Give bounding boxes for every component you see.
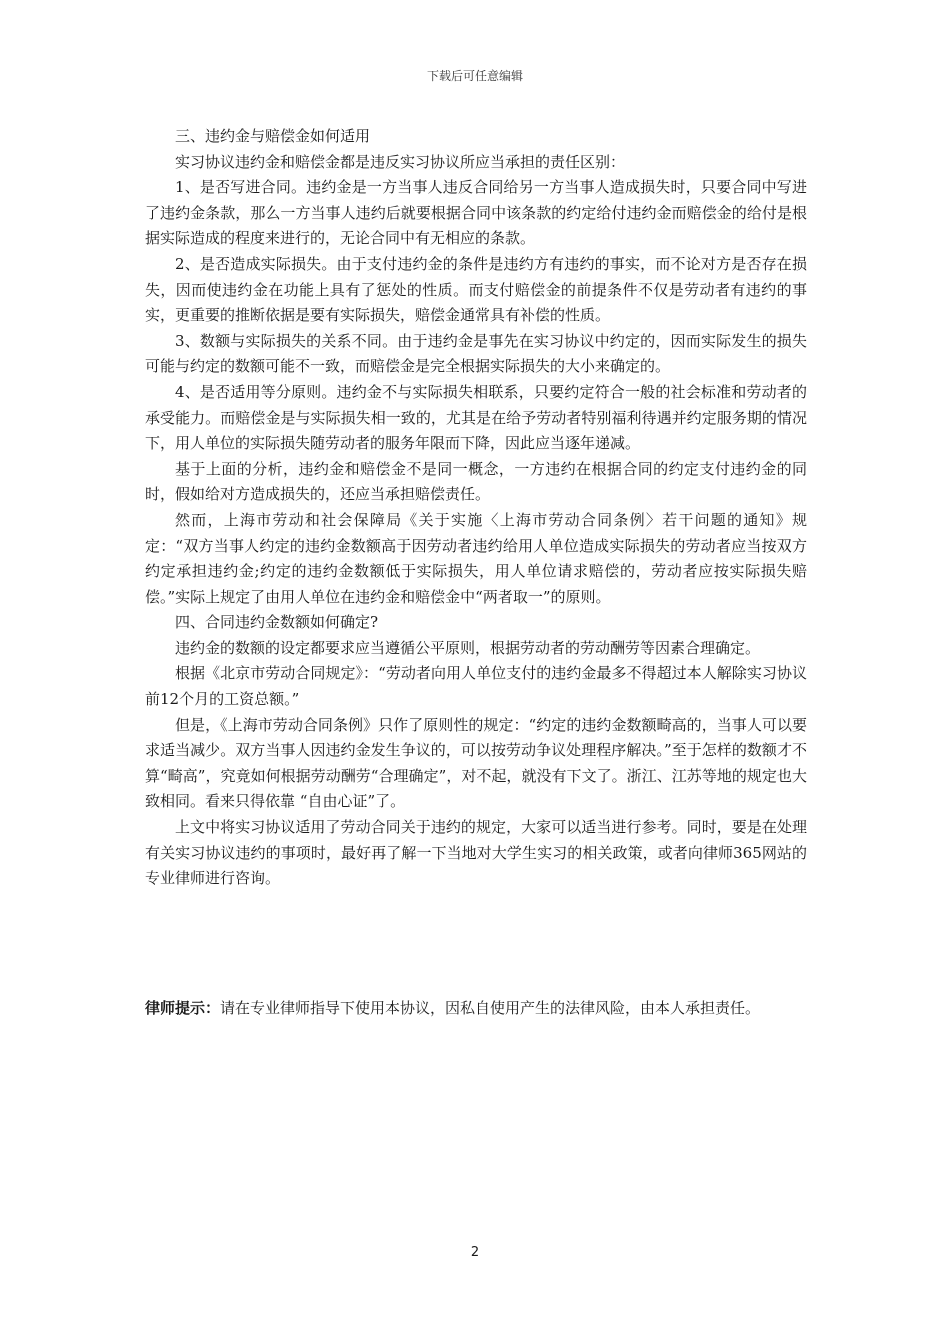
paragraph-point-4: 4、是否适用等分原则。违约金不与实际损失相联系，只要约定符合一般的社会标准和劳动者的承受能力。而赔偿金是与实际损失相一致的，尤其是在给予劳动者特别福利待遇并约定服务期的情况下，用人单位的实际损失随劳动者的服务年限而下降，因此应当逐年递减。: [145, 382, 807, 453]
lawyer-tip-label: 律师提示：: [145, 999, 221, 1017]
paragraph-shanghai-notice: 然而，上海市劳动和社会保障局《关于实施〈上海市劳动合同条例〉若干问题的通知》规定：“双方当事人约定的违约金数额高于因劳动者违约给用人单位造成实际损失的劳动者应当按双方约定承担违约金;约定的违约金数额低于实际损失，用人单位请求赔偿的，劳动者应按实际损失赔偿。”实际上规定了由用人单位在违约金和赔偿金中“两者取一”的原则。: [145, 510, 807, 606]
lawyer-tip: [145, 996, 807, 1022]
paragraph-fairness: 违约金的数额的设定都要求应当遵循公平原则，根据劳动者的劳动酬劳等因素合理确定。: [175, 638, 761, 657]
paragraph-analysis: 基于上面的分析，违约金和赔偿金不是同一概念，一方违约在根据合同的约定支付违约金的同时，假如给对方造成损失的，还应当承担赔偿责任。: [145, 459, 807, 504]
paragraph-point-3: 3、数额与实际损失的关系不同。由于违约金是事先在实习协议中约定的，因而实际发生的损失可能与约定的数额可能不一致，而赔偿金是完全根据实际损失的大小来确定的。: [145, 331, 807, 376]
paragraph-shanghai-rule: 但是，《上海市劳动合同条例》只作了原则性的规定：“约定的违约金数额畸高的，当事人可以要求适当减少。双方当事人因违约金发生争议的，可以按劳动争议处理程序解决。”至于怎样的数额才不算“畸高”，究竟如何根据劳动酬劳“合理确定”，对不起，就没有下文了。浙江、江苏等地的规定也大致相同。看来只得依靠 “自由心证”了。: [145, 715, 807, 811]
page-header: 下载后可任意编辑: [426, 69, 523, 83]
section-heading-3: 三、违约金与赔偿金如何适用: [175, 127, 371, 145]
page-number: 2: [470, 1245, 480, 1260]
paragraph-point-2: 2、是否造成实际损失。由于支付违约金的条件是违约方有违约的事实，而不论对方是否存在损失，因而使违约金在功能上具有了惩处的性质。而支付赔偿金的前提条件不仅是劳动者有违约的事实，更重要的推断依据是要有实际损失，赔偿金通常具有补偿的性质。: [145, 254, 807, 325]
paragraph-intro: 实习协议违约金和赔偿金都是违反实习协议所应当承担的责任区别：: [175, 152, 626, 171]
paragraph-point-1: 1、是否写进合同。违约金是一方当事人违反合同给另一方当事人造成损失时，只要合同中写进了违约金条款，那么一方当事人违约后就要根据合同中该条款的约定给付违约金而赔偿金的给付是根据实际造成的程度来进行的，无论合同中有无相应的条款。: [145, 178, 807, 248]
paragraph-conclusion: 上文中将实习协议适用了劳动合同关于违约的规定，大家可以适当进行参考。同时，要是在处理有关实习协议违约的事项时，最好再了解一下当地对大学生实习的相关政策，或者向律师365网站的专业律师进行咨询。: [145, 818, 807, 888]
paragraph-beijing-rule: 根据《北京市劳动合同规定》：“劳动者向用人单位支付的违约金最多不得超过本人解除实习协议前12个月的工资总额。”: [145, 664, 807, 709]
lawyer-tip-text: 请在专业律师指导下使用本协议，因私自使用产生的法律风险，由本人承担责任。: [220, 999, 761, 1017]
section-heading-4: 四、合同违约金数额如何确定?: [175, 613, 379, 632]
document-body: [145, 124, 807, 892]
